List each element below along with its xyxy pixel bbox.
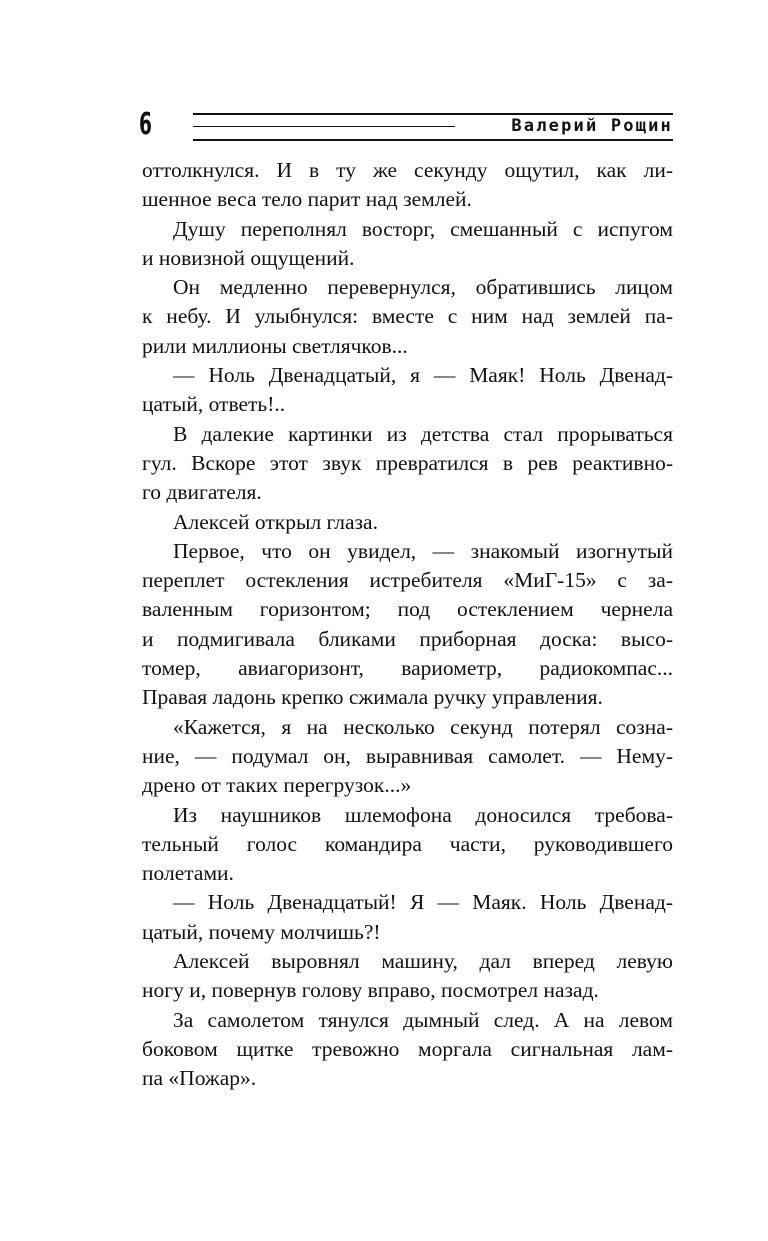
running-head-author: Валерий Рощин xyxy=(511,116,673,136)
text-line: шенное веса тело парит над землей. xyxy=(142,187,472,212)
text-line: боковом щитке тревожно моргала сигнальная лам- xyxy=(142,1036,673,1061)
text-line: го двигателя. xyxy=(142,480,262,505)
text-line: к небу. И улыбнулся: вместе с ним над землей па- xyxy=(142,304,673,329)
text-line: и подмигивала бликами приборная доска: высо- xyxy=(142,626,673,651)
text-line: рили миллионы светлячков... xyxy=(142,333,408,358)
text-line: переплет остекления истребителя «МиГ-15» с за- xyxy=(142,568,673,593)
text-line: цатый, почему молчишь?! xyxy=(142,919,381,944)
text-line: полетами. xyxy=(142,861,234,886)
text-line: Душу переполнял восторг, смешанный с испугом xyxy=(173,216,673,241)
text-line: гул. Вскоре этот звук превратился в рев реактивно- xyxy=(142,450,673,475)
text-line: оттолкнулся. И в ту же секунду ощутил, как ли- xyxy=(142,158,673,182)
text-line: — Ноль Двенадцатый! Я — Маяк. Ноль Двенад- xyxy=(173,890,673,915)
text-line: — Ноль Двенадцатый, я — Маяк! Ноль Двенад- xyxy=(173,363,673,388)
text-line: па «Пожар». xyxy=(142,1066,257,1091)
body-text xyxy=(142,156,673,1094)
text-line: Правая ладонь крепко сжимала ручку управления. xyxy=(142,685,603,710)
page-number: 6 xyxy=(139,107,152,142)
text-line: тельный голос командира части, руководившего xyxy=(142,831,673,856)
text-line: цатый, ответь!.. xyxy=(142,392,286,417)
text-line: ногу и, повернув голову вправо, посмотрел назад. xyxy=(142,978,599,1003)
text-line: дрено от таких перегрузок...» xyxy=(142,773,412,798)
text-line: В далекие картинки из детства стал прорываться xyxy=(173,421,673,446)
text-line: валенным горизонтом; под остеклением чернела xyxy=(142,597,673,622)
text-line: Он медленно перевернулся, обратившись лицом xyxy=(173,275,673,300)
text-line: Первое, что он увидел, — знакомый изогнутый xyxy=(173,538,673,563)
text-line: ние, — подумал он, выравнивая самолет. — Нему- xyxy=(142,743,673,768)
text-line: «Кажется, я на несколько секунд потерял созна- xyxy=(173,714,673,739)
text-line: Из наушников шлемофона доносился требова- xyxy=(173,802,673,827)
header-rule-bottom xyxy=(193,139,673,141)
text-line: томер, авиагоризонт, вариометр, радиокомпас... xyxy=(142,656,673,681)
text-line: Алексей выровнял машину, дал вперед левую xyxy=(173,949,673,974)
header-rule-middle xyxy=(193,126,455,127)
text-line: и новизной ощущений. xyxy=(142,245,355,270)
text-line: Алексей открыл глаза. xyxy=(173,509,378,534)
text-line: За самолетом тянулся дымный след. А на левом xyxy=(173,1007,673,1032)
